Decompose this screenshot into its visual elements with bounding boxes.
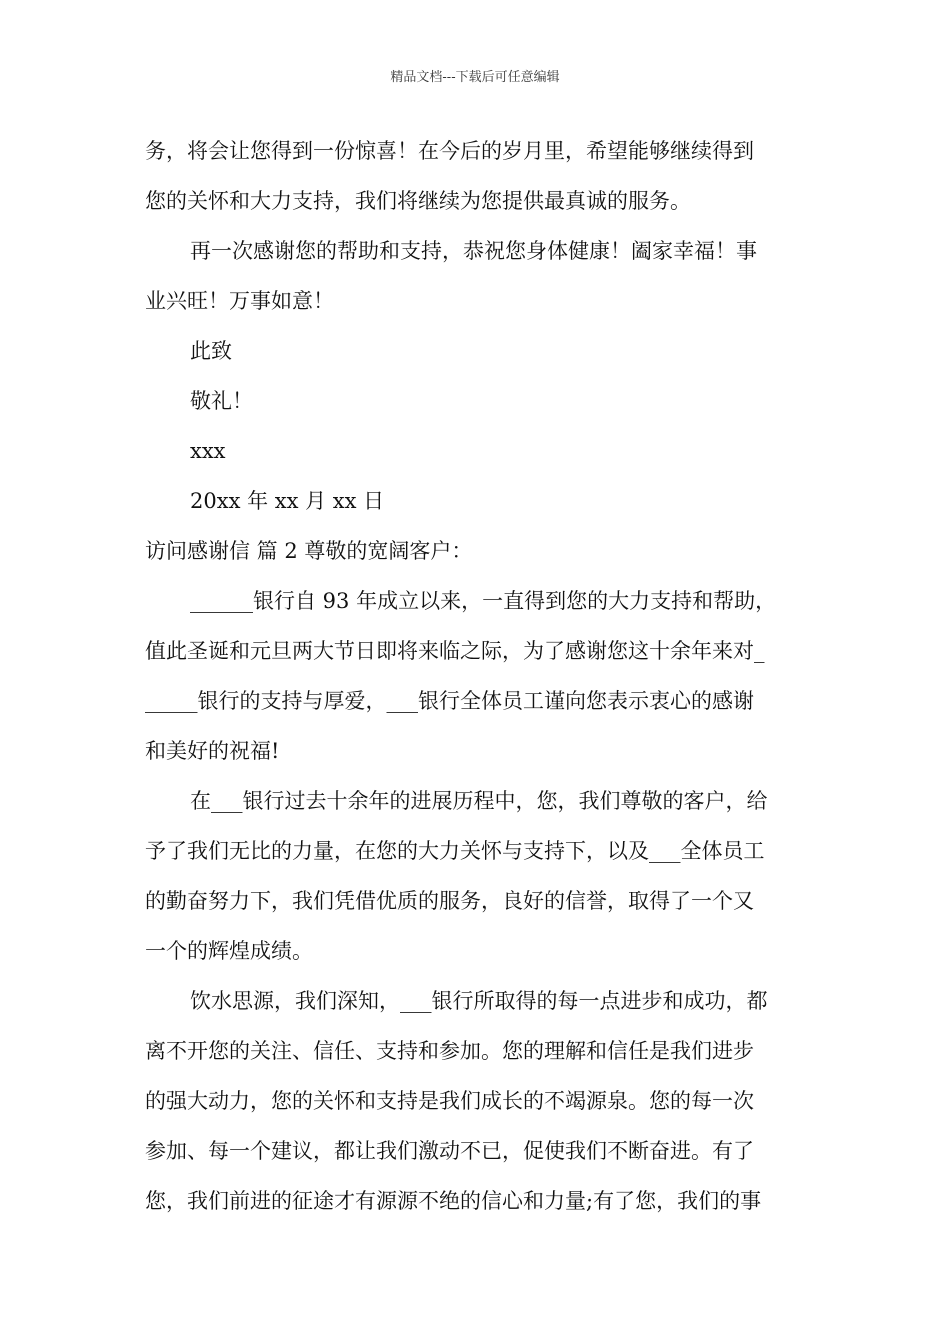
text-line: 在___银行过去十余年的进展历程中，您，我们尊敬的客户，给 (190, 789, 768, 813)
section-heading: 访问感谢信 篇 2 尊敬的宽阔客户： (145, 539, 473, 563)
closing-regards: 敬礼！ (190, 389, 253, 413)
text-line: 参加、每一个建议，都让我们激动不已，促使我们不断奋进。有了 (145, 1139, 754, 1163)
text-line: 业兴旺！万事如意！ (145, 289, 334, 313)
text-line: 离不开您的关注、信任、支持和参加。您的理解和信任是我们进步 (145, 1039, 754, 1063)
text-line: 您，我们前进的征途才有源源不绝的信心和力量;有了您，我们的事 (145, 1189, 762, 1213)
text-line: 予了我们无比的力量，在您的大力关怀与支持下，以及___全体员工 (145, 839, 765, 863)
text-line: ______银行自 93 年成立以来，一直得到您的大力支持和帮助， (190, 589, 777, 613)
text-line: 和美好的祝福! (145, 739, 280, 763)
text-line: 一个的辉煌成绩。 (145, 939, 313, 963)
text-line: 值此圣诞和元旦两大节日即将来临之际，为了感谢您这十余年来对_ (145, 639, 765, 663)
text-line: 的强大动力，您的关怀和支持是我们成长的不竭源泉。您的每一次 (145, 1089, 754, 1113)
date: 20xx 年 xx 月 xx 日 (190, 489, 385, 513)
page-header: 精品文档---下载后可任意编辑 (390, 70, 560, 85)
closing-salutation: 此致 (190, 339, 232, 363)
text-line: 的勤奋努力下，我们凭借优质的服务，良好的信誉，取得了一个又 (145, 889, 754, 913)
signature: xxx (190, 439, 226, 463)
text-line: 务，将会让您得到一份惊喜！在今后的岁月里，希望能够继续得到 (145, 139, 754, 163)
text-line: _____银行的支持与厚爱，___银行全体员工谨向您表示衷心的感谢 (145, 689, 754, 713)
text-line: 再一次感谢您的帮助和支持，恭祝您身体健康！阖家幸福！事 (190, 239, 757, 263)
text-line: 您的关怀和大力支持，我们将继续为您提供最真诚的服务。 (145, 189, 691, 213)
text-line: 饮水思源，我们深知，___银行所取得的每一点进步和成功，都 (190, 989, 768, 1013)
